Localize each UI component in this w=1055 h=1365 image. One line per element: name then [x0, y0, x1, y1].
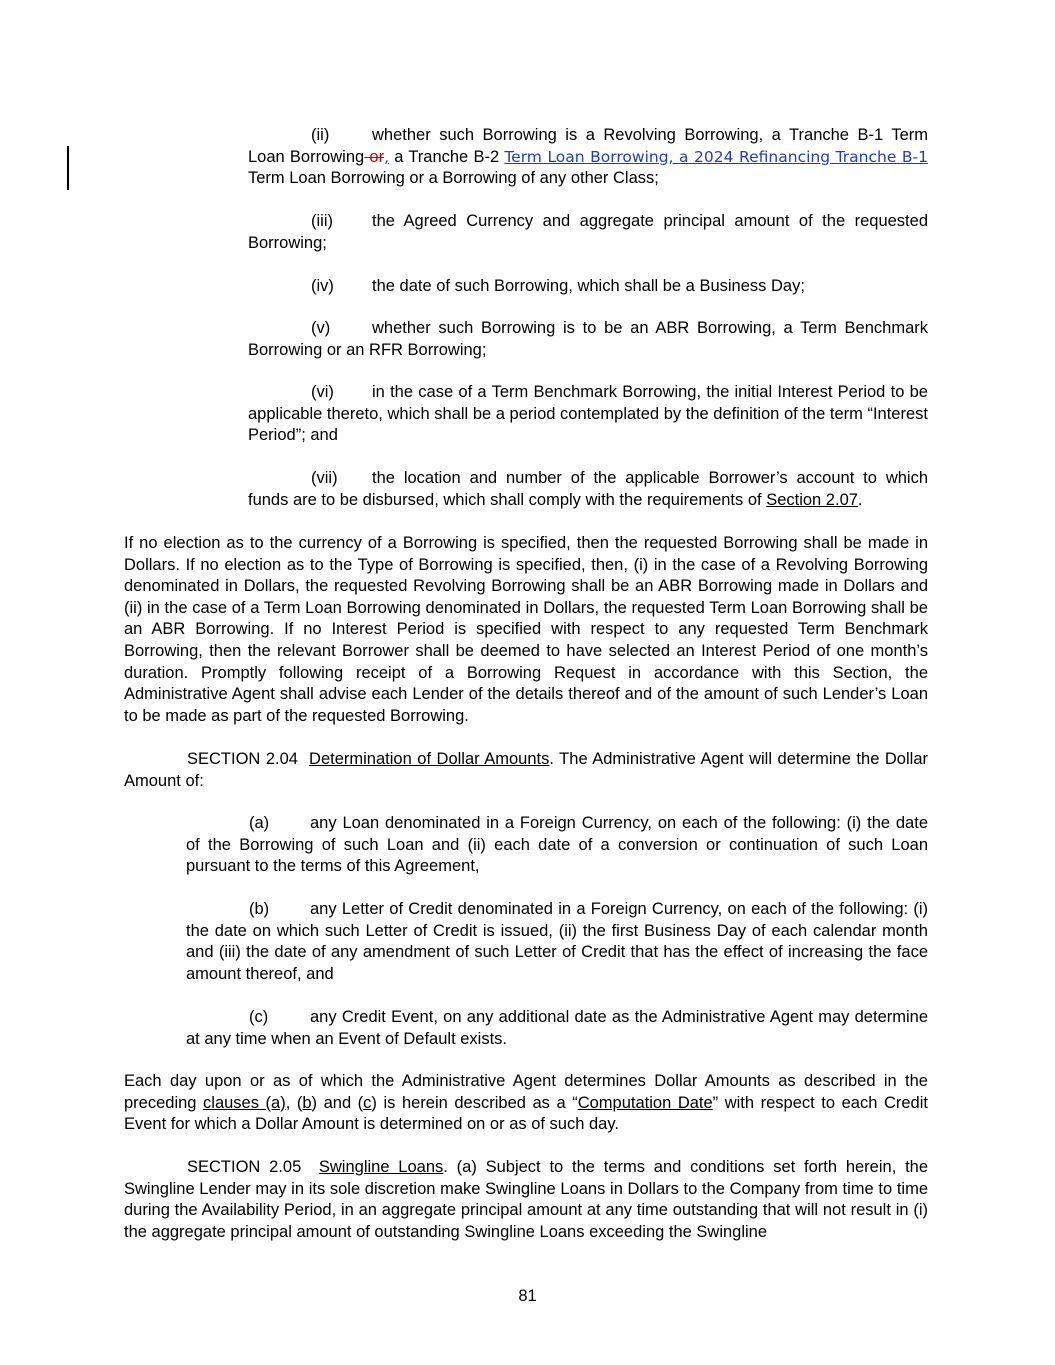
- clause-vi: [248, 382, 928, 447]
- clause-reference-c: c: [363, 1093, 372, 1112]
- clause-text: the date of such Borrowing, which shall be a Business Day;: [372, 277, 805, 295]
- text-run: ) is herein described as a “: [371, 1093, 578, 1112]
- paragraph-computation-date: [124, 1071, 928, 1136]
- clause-text: whether such Borrowing is a Revolving Borrowing, a Tranche B-1 Term Loan Borrowing: [248, 126, 928, 166]
- section-text: . (a) Subject to the terms and conditions set forth herein, the Swingline Lender may in its sole discretion make Swingline Loans in Dollars to the Company from time to time during the Availability Period, in an aggregate principal amount at any time outstanding that will not result in (i) the aggregate principal amount of outstanding Swingline Loans exceeding the Swingline: [124, 1158, 929, 1241]
- revision-change-bar: [67, 146, 69, 190]
- clause-iv: [248, 276, 928, 298]
- text-run: , (: [285, 1093, 303, 1112]
- clause-number: (iv): [311, 277, 334, 295]
- clause-number: (iii): [311, 212, 333, 230]
- item-text: any Credit Event, on any additional date as the Administrative Agent may determine at any time when an Event of Default exists.: [186, 1008, 928, 1048]
- item-number: (b): [249, 900, 270, 918]
- deleted-text: or: [364, 147, 385, 166]
- page-number: 81: [518, 1287, 537, 1305]
- item-c: [186, 1007, 928, 1050]
- item-b: [186, 899, 928, 985]
- clause-vii: [248, 468, 928, 511]
- section-label: SECTION 2.04: [187, 750, 298, 768]
- paragraph-no-election: If no election as to the currency of a Borrowing is specified, then the requested Borrowing shall be made in Dollars. If no election as to the Type of Borrowing is specified, then, (i) in the case of a Revolving Borrowing denominated in Dollars, the requested Revolving Borrowing shall be an ABR Borrowing made in Dollars and (ii) in the case of a Term Loan Borrowing denominated in Dollars, the requested Term Loan Borrowing shall be an ABR Borrowing. If no Interest Period is specified with respect to any requested Term Benchmark Borrowing, then the relevant Borrower shall be deemed to have selected an Interest Period of one month’s duration. Promptly following receipt of a Borrowing Request in accordance with this Section, the Administrative Agent shall advise each Lender of the details thereof and of the amount of such Lender’s Loan to be made as part of the requested Borrowing.: [124, 534, 928, 725]
- text-run: Each day upon or as of which the Administrative Agent determines Dollar Amounts as described in the preceding: [124, 1072, 928, 1112]
- clause-number: (vii): [311, 469, 338, 487]
- clause-text: whether such Borrowing is to be an ABR Borrowing, a Term Benchmark Borrowing or an RFR Borrowing;: [248, 319, 928, 359]
- text-run: ) and (: [311, 1093, 364, 1112]
- item-number: (c): [249, 1008, 269, 1026]
- item-a: [186, 813, 928, 878]
- section-text: . The Administrative Agent will determine the Dollar Amount of:: [124, 750, 928, 790]
- section-label: SECTION 2.05: [187, 1158, 302, 1176]
- clause-number: (v): [311, 319, 331, 337]
- section-title: Swingline Loans: [318, 1158, 444, 1176]
- section-title: Determination of Dollar Amounts: [309, 750, 550, 768]
- clause-text-post: Term Loan Borrowing or a Borrowing of any other Class;: [248, 169, 659, 188]
- defined-term: Computation Date: [577, 1093, 713, 1112]
- clause-ii: [248, 125, 928, 190]
- clause-reference-a: clauses (a): [203, 1093, 286, 1112]
- clause-number: (ii): [311, 126, 330, 144]
- clause-text-mid: a Tranche B-2: [389, 147, 505, 166]
- section-reference-link: Section 2.07: [766, 490, 858, 509]
- section-2-04-heading: [124, 749, 928, 792]
- clause-end: .: [857, 490, 863, 509]
- item-number: (a): [249, 814, 270, 832]
- clause-text: the location and number of the applicable Borrower’s account to which funds are to be disbursed, which shall comply with the requirements of: [248, 469, 928, 509]
- section-2-05-heading: [124, 1157, 928, 1243]
- clause-v: [248, 318, 928, 361]
- item-text: any Letter of Credit denominated in a Foreign Currency, on each of the following: (i) the date on which such Letter of Credit is issued, (ii) the first Business Day of each calendar month and (iii) the date of any amendment of such Letter of Credit that has the effect of increasing the face amount thereof, and: [186, 900, 928, 983]
- inserted-text: Term Loan Borrowing, a 2024 Refinancing Tranche B-1: [504, 147, 929, 166]
- clause-number: (vi): [311, 383, 334, 401]
- clause-text: the Agreed Currency and aggregate principal amount of the requested Borrowing;: [248, 212, 928, 252]
- clause-text: in the case of a Term Benchmark Borrowing, the initial Interest Period to be applicable thereto, which shall be a period contemplated by the definition of the term “Interest Period”; and: [248, 383, 928, 445]
- item-text: any Loan denominated in a Foreign Currency, on each of the following: (i) the date of the Borrowing of such Loan and (ii) each date of a conversion or continuation of such Loan pursuant to the terms of this Agreement,: [186, 814, 928, 876]
- clause-reference-b: b: [302, 1093, 312, 1112]
- clause-iii: [248, 211, 928, 254]
- inserted-text: ,: [384, 147, 390, 166]
- text-run: ” with respect to each Credit Event for which a Dollar Amount is determined on or as of such day.: [124, 1093, 928, 1134]
